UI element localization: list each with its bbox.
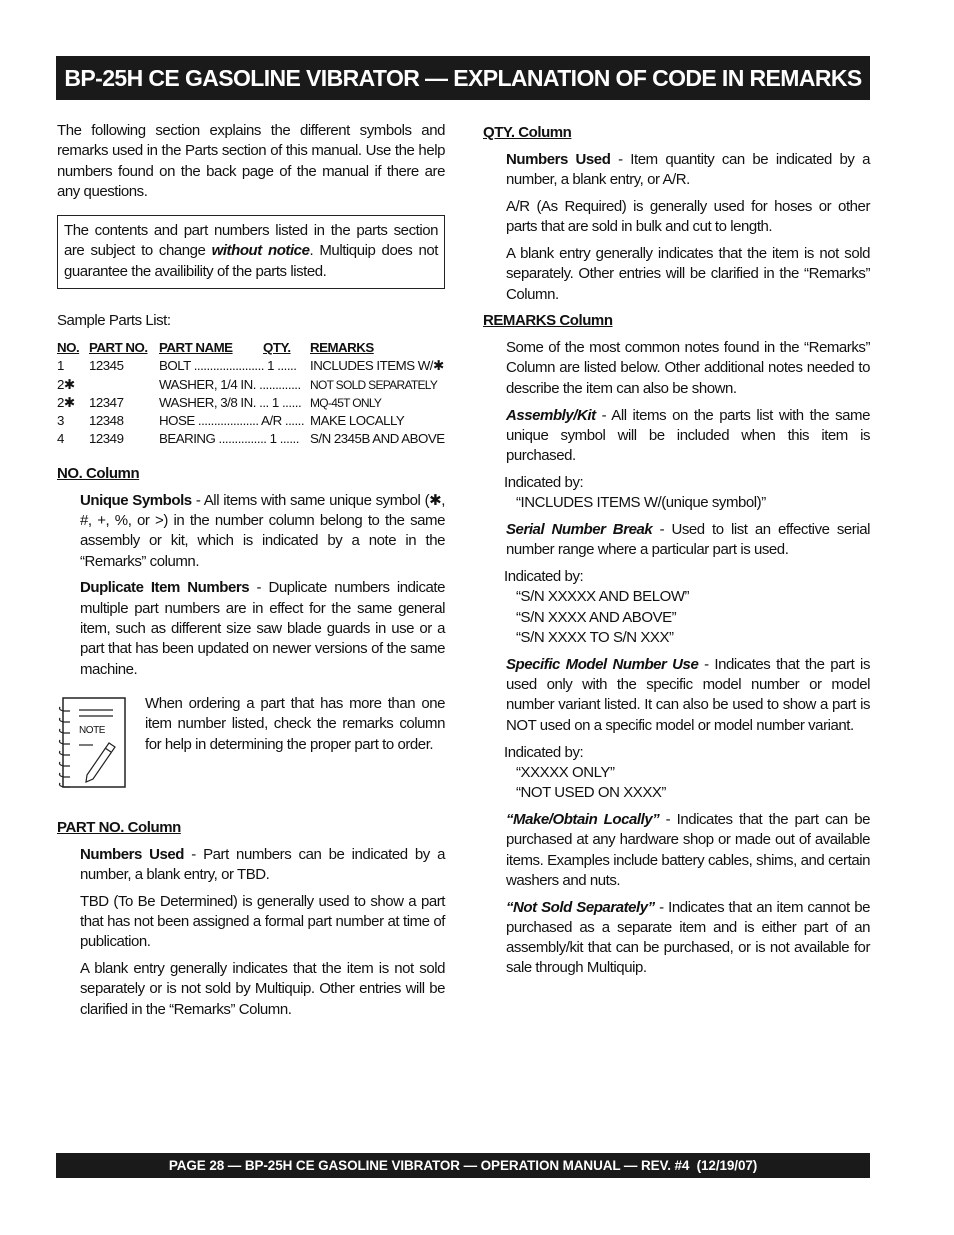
assembly-quote: “INCLUDES ITEMS W/(unique symbol)” <box>516 494 766 512</box>
table-row <box>57 376 445 394</box>
row-part-no: 12348 <box>89 412 124 428</box>
assembly-kit-paragraph <box>506 406 870 467</box>
page-title: BP-25H CE GASOLINE VIBRATOR — EXPLANATION OF CODE IN REMARKS <box>64 64 862 91</box>
qty-column-heading: QTY. Column <box>483 124 572 141</box>
header-part-no: PART NO. <box>89 340 148 356</box>
page-footer: PAGE 28 — BP-25H CE GASOLINE VIBRATOR — OPERATION MANUAL — REV. #4 (12/19/07) <box>168 1158 758 1173</box>
header-part-name: PART NAME <box>159 340 233 356</box>
qty-numbers-used-paragraph <box>506 150 870 191</box>
part-blank-entry-paragraph: A blank entry generally indicates that the item is not sold separately or is not sold by Multiquip. Other entries will be clarified in the “Remarks” Column. <box>80 960 445 1018</box>
row-part-no: 12347 <box>89 394 124 410</box>
duplicate-items-paragraph <box>80 578 445 679</box>
table-row <box>57 394 445 412</box>
header-qty: QTY. <box>263 340 291 356</box>
not-sold-separately-paragraph <box>506 898 870 979</box>
not-sold-separately-text: - Indicates that an item cannot be purchased as a separate item and is either part of an assembly/kit that can be purchased, or is not available for sale through Multiquip. <box>506 898 870 977</box>
model-quote-only: “XXXXX ONLY” <box>516 763 615 781</box>
assembly-kit-text: - All items on the parts list with the same unique symbol will be included when this item is purchased. <box>506 406 870 465</box>
ar-paragraph: A/R (As Required) is generally used for hoses or other parts that are sold in bulk and cut to length. <box>506 197 870 236</box>
serial-number-label: Serial Number Break <box>506 521 653 539</box>
notice-text-start: The contents and part numbers listed in the parts section are subject to change <box>64 222 438 260</box>
serial-quote-range: “S/N XXXX TO S/N XXX” <box>516 629 674 647</box>
no-column-heading: NO. Column <box>57 464 140 482</box>
header-remarks: REMARKS <box>310 340 374 356</box>
not-sold-separately-label: “Not Sold Separately” <box>506 898 655 916</box>
table-row <box>57 357 445 375</box>
duplicate-items-text: - Duplicate numbers indicate multiple part numbers are in effect for the same general item, such as different size saw blade guards in use or a part that has been updated on newer versions of the same machine. <box>80 579 445 678</box>
row-no: 2✱ <box>57 376 75 392</box>
specific-model-text: - Indicates that the part is used only with the specific model number or model number variant listed. It can also be used to show a part is NOT used on a specific model or model number variant. <box>506 655 870 734</box>
serial-quote-below: “S/N XXXXX AND BELOW” <box>516 588 690 606</box>
assembly-indicated-by: Indicated by: <box>504 473 584 491</box>
make-locally-paragraph <box>506 810 870 891</box>
row-name-qty: BOLT ...................... 1 ...... <box>159 358 297 374</box>
notice-box <box>57 215 445 289</box>
row-no: 2✱ <box>57 394 75 410</box>
row-remarks: S/N 2345B AND ABOVE <box>310 430 445 446</box>
notice-text-end: . Multiquip does not guarantee the availibility of the parts listed. <box>64 242 438 280</box>
unique-symbols-label: Unique Symbols <box>80 491 192 509</box>
remarks-intro-paragraph: Some of the most common notes found in the “Remarks” Column are listed below. Other additional notes needed to describe the item can also be shown. <box>506 339 870 397</box>
row-name-qty: WASHER, 1/4 IN. ............. <box>159 376 301 392</box>
row-part-no: 12345 <box>89 358 124 374</box>
left-column <box>57 121 445 1020</box>
qty-blank-entry-paragraph: A blank entry generally indicates that the item is not sold separately. Other entries will be clarified in the “Remarks” Column. <box>506 244 870 303</box>
table-header-row <box>57 339 445 357</box>
make-locally-text: - Indicates that the part can be purchased at any hardware shop or made out of available items. Examples include battery cables, shims, and certain washers and nuts. <box>506 810 870 889</box>
part-no-column-heading: PART NO. Column <box>57 818 181 836</box>
part-numbers-used-paragraph <box>80 845 445 886</box>
page-footer-bar <box>56 1153 870 1178</box>
right-column <box>483 123 870 979</box>
page-title-bar <box>56 56 870 100</box>
serial-number-paragraph <box>506 520 870 561</box>
serial-quote-above: “S/N XXXX AND ABOVE” <box>516 608 677 626</box>
row-remarks: INCLUDES ITEMS W/✱ <box>310 358 444 374</box>
serial-number-text: - Used to list an effective serial number range where a particular part is used. <box>506 521 870 559</box>
row-name-qty: WASHER, 3/8 IN. ... 1 ...... <box>159 394 302 410</box>
remarks-column-heading: REMARKS Column <box>483 312 613 330</box>
duplicate-items-label: Duplicate Item Numbers <box>80 579 250 597</box>
row-name-qty: HOSE ................... A/R ...... <box>159 412 305 428</box>
row-no: 1 <box>57 358 64 374</box>
part-numbers-used-label: Numbers Used <box>80 845 185 863</box>
make-locally-label: “Make/Obtain Locally” <box>506 810 660 828</box>
model-indicated-by: Indicated by: <box>504 743 584 761</box>
assembly-kit-label: Assembly/Kit <box>506 406 596 424</box>
row-remarks: MAKE LOCALLY <box>310 412 405 428</box>
note-notepad-icon <box>57 697 127 789</box>
note-icon-label: NOTE <box>79 724 105 736</box>
table-row <box>57 430 445 448</box>
model-quote-not-used: “NOT USED ON XXXX” <box>516 784 666 802</box>
table-row <box>57 412 445 430</box>
sample-parts-table <box>57 339 445 448</box>
notice-emphasis: without notice <box>211 242 310 260</box>
note-block <box>57 694 445 789</box>
row-no: 3 <box>57 412 64 428</box>
row-remarks: MQ-45T ONLY <box>310 395 382 410</box>
row-part-no: 12349 <box>89 430 124 446</box>
sample-parts-label: Sample Parts List: <box>57 312 171 330</box>
unique-symbols-paragraph <box>80 491 445 572</box>
part-numbers-used-text: - Part numbers can be indicated by a number, a blank entry, or TBD. <box>80 845 446 883</box>
unique-symbols-text: - All items with same unique symbol (✱, #, +, %, or >) in the number column belong to the same assembly or kit, which is indicated by a note in the “Remarks” column. <box>80 491 445 570</box>
header-no: NO. <box>57 340 80 356</box>
row-remarks: NOT SOLD SEPARATELY <box>310 377 438 392</box>
note-text: When ordering a part that has more than one item number listed, check the remarks column for help in determining the proper part to order. <box>145 694 445 753</box>
row-name-qty: BEARING ............... 1 ...... <box>159 430 299 446</box>
serial-indicated-by: Indicated by: <box>504 568 584 586</box>
qty-numbers-used-label: Numbers Used <box>506 150 611 168</box>
specific-model-label: Specific Model Number Use <box>506 655 699 673</box>
qty-numbers-used-text: - Item quantity can be indicated by a number, a blank entry, or A/R. <box>506 150 871 189</box>
intro-paragraph: The following section explains the different symbols and remarks used in the Parts section of this manual. Use the help numbers found on the back page of the manual if there are any questions. <box>57 122 445 200</box>
specific-model-paragraph <box>506 655 870 736</box>
row-no: 4 <box>57 430 64 446</box>
tbd-paragraph: TBD (To Be Determined) is generally used to show a part that has not been assigned a formal part number at time of publication. <box>80 892 445 951</box>
